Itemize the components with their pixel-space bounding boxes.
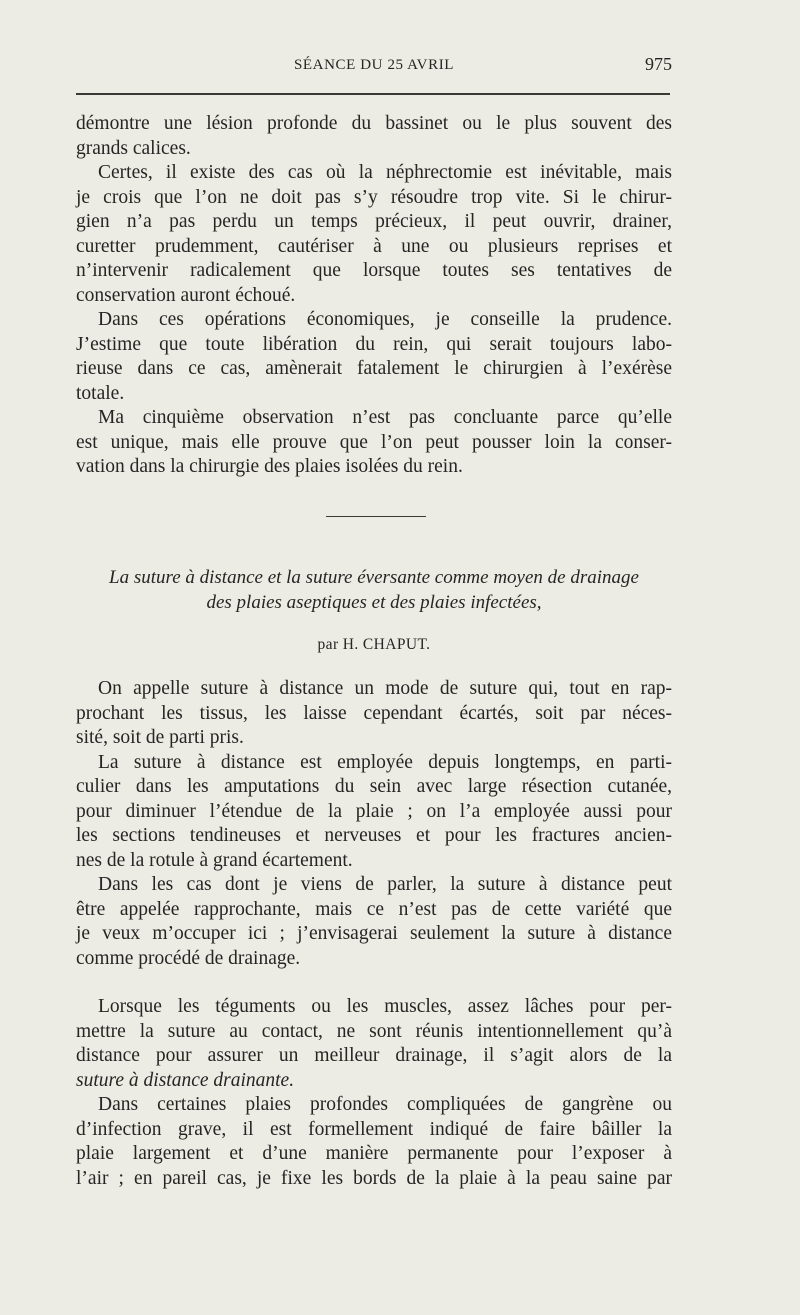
text-line: conservation auront échoué.	[76, 284, 296, 306]
italic-term: suture à distance drainante.	[76, 1069, 295, 1091]
text-line: On appelle suture à distance un mode de suture qui, tout en rap-	[98, 678, 672, 699]
text-line: vation dans la chirurgie des plaies isolées du rein.	[76, 456, 463, 477]
article-title-line: des plaies aseptiques et des plaies infectées,	[206, 592, 542, 613]
text-line: comme procédé de drainage.	[76, 947, 301, 969]
text-line: curetter prudemment, cautériser à une ou plusieurs reprises et	[76, 235, 672, 257]
running-head: SÉANCE DU 25 AVRIL	[293, 57, 455, 73]
header-rule	[76, 93, 670, 95]
article-title-line: La suture à distance et la suture éversante comme moyen de drainage	[109, 567, 639, 588]
text-line: les sections tendineuses et nerveuses et pour les fractures ancien-	[76, 825, 672, 846]
paragraph	[76, 873, 672, 971]
text-line: rieuse dans ce cas, amènerait fatalement le chirurgien à l’exérèse	[76, 358, 672, 379]
section-separator	[326, 516, 426, 517]
text-line: mettre la suture au contact, ne sont réunis intentionnellement qu’à	[76, 1020, 672, 1042]
text-line: d’infection grave, il est formellement indiqué de faire bâiller la	[76, 1118, 672, 1140]
text-line: Certes, il existe des cas où la néphrectomie est inévitable, mais	[98, 162, 672, 183]
text-line: Dans les cas dont je viens de parler, la suture à distance peut	[98, 874, 672, 895]
page-number: 975	[645, 54, 672, 74]
text-line: est unique, mais elle prouve que l’on peut pousser loin la conser-	[76, 431, 672, 453]
paragraph	[76, 161, 672, 308]
page-header	[76, 53, 672, 81]
paragraph	[76, 677, 672, 751]
text-line: Ma cinquième observation n’est pas concluante parce qu’elle	[98, 407, 672, 428]
text-line: La suture à distance est employée depuis longtemps, en parti-	[98, 751, 672, 773]
text-line: être appelée rapprochante, mais ce n’est pas de cette variété que	[76, 898, 672, 920]
text-line: totale.	[76, 382, 125, 404]
text-line: Dans certaines plaies profondes compliquées de gangrène ou	[98, 1094, 672, 1115]
text-line: je crois que l’on ne doit pas s’y résoudre trop vite. Si le chirur-	[76, 186, 672, 208]
text-line: gien n’a pas perdu un temps précieux, il peut ouvrir, drainer,	[76, 211, 672, 232]
paragraph	[76, 995, 672, 1093]
text-line: nes de la rotule à grand écartement.	[76, 849, 353, 871]
paragraph	[76, 112, 672, 161]
paragraph	[76, 308, 672, 406]
text-line: prochant les tissus, les laisse cependant écartés, soit par néces-	[76, 702, 672, 724]
article-title	[76, 565, 672, 615]
section-kidney-conclusion	[76, 112, 672, 480]
text-line: plaie largement et d’une manière permanente pour l’exposer à	[76, 1143, 672, 1164]
text-line: culier dans les amputations du sein avec large résection cutanée,	[76, 776, 672, 797]
section-suture-continued	[76, 995, 672, 1191]
paragraph	[76, 1093, 672, 1191]
text-line: sité, soit de parti pris.	[76, 727, 244, 748]
section-suture	[76, 677, 672, 971]
text-line: je veux m’occuper ici ; j’envisagerai seulement la suture à distance	[76, 923, 672, 944]
paragraph	[76, 406, 672, 480]
text-line: l’air ; en pareil cas, je fixe les bords de la plaie à la peau saine par	[76, 1167, 672, 1189]
text-line: n’intervenir radicalement que lorsque toutes ses tentatives de	[76, 260, 672, 281]
document-page	[76, 0, 672, 1315]
text-line: distance pour assurer un meilleur drainage, il s’agit alors de la	[76, 1045, 672, 1066]
text-line: Dans ces opérations économiques, je conseille la prudence.	[98, 309, 672, 330]
text-line: grands calices.	[76, 137, 191, 159]
text-line: Lorsque les téguments ou les muscles, assez lâches pour per-	[98, 996, 672, 1017]
text-line: pour diminuer l’étendue de la plaie ; on l’a employée aussi pour	[76, 800, 672, 822]
text-line: J’estime que toute libération du rein, qui serait toujours labo-	[76, 333, 672, 355]
article-byline: par H. CHAPUT.	[317, 636, 431, 653]
text-line: démontre une lésion profonde du bassinet ou le plus souvent des	[76, 113, 672, 134]
paragraph	[76, 751, 672, 874]
